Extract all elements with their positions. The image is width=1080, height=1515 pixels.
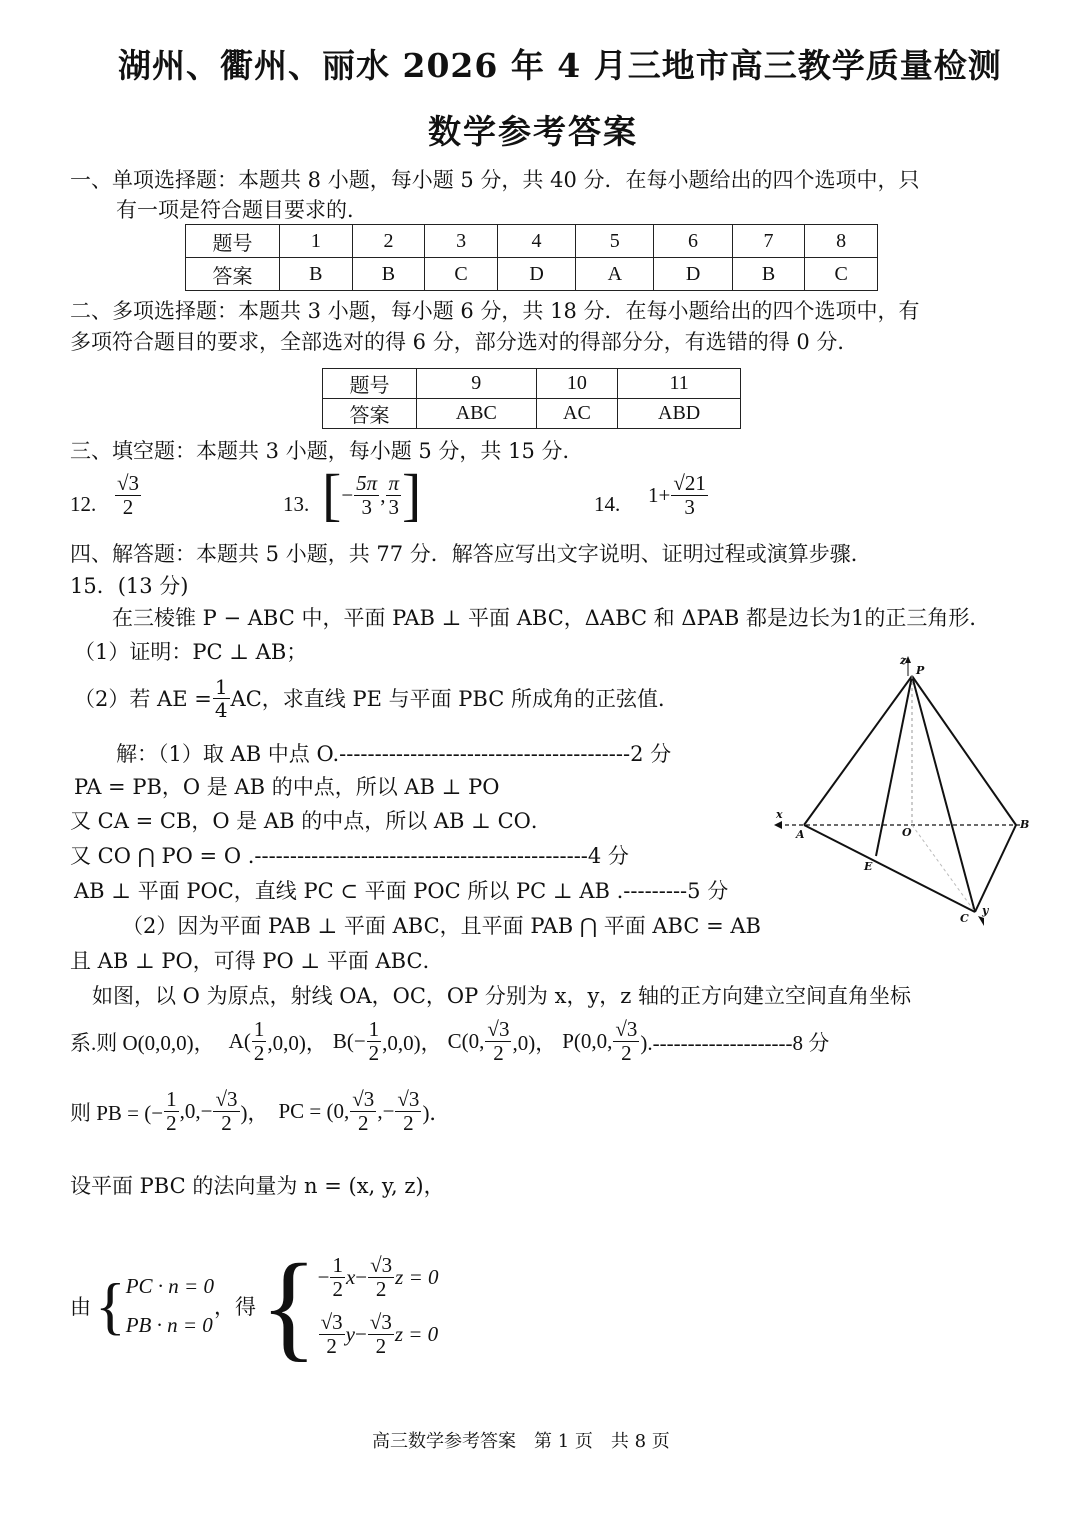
table-cell: ABD bbox=[618, 399, 741, 429]
y-axis-line bbox=[912, 825, 975, 912]
frac-den: 2 bbox=[375, 1334, 387, 1358]
label-P: P bbox=[916, 664, 925, 677]
frac-num: √3 bbox=[215, 1087, 238, 1111]
page-footer: 高三数学参考答案 第 1 页 共 8 页 bbox=[372, 1431, 670, 1452]
q13-b-numerator: π bbox=[388, 470, 399, 495]
coords-prefix: 系.则 O(0,0,0)， bbox=[70, 1030, 215, 1055]
frac-num: √3 bbox=[369, 1310, 392, 1334]
table-cell: 5 bbox=[576, 225, 654, 258]
section1-heading-line1: 一、单项选择题：本题共 8 小题，每小题 5 分，共 40 分．在每小题给出的四个选项中，只 bbox=[70, 168, 920, 192]
table-row bbox=[323, 369, 741, 399]
label-x: x bbox=[776, 808, 783, 821]
frac-num: √3 bbox=[320, 1310, 343, 1334]
edge-PC bbox=[912, 676, 975, 912]
table-cell: ABC bbox=[417, 399, 537, 429]
frac-den: 2 bbox=[166, 1111, 177, 1135]
q15-part2-pre: （2）若 AE = bbox=[74, 686, 212, 711]
frac-num: 1 bbox=[332, 1253, 343, 1277]
q15-part2 bbox=[74, 676, 679, 721]
frac-den: 2 bbox=[326, 1334, 337, 1358]
condition-1: PC · n = 0 bbox=[125, 1274, 214, 1298]
sys-you: 由 bbox=[70, 1295, 91, 1319]
edge-BC bbox=[975, 825, 1016, 912]
label-O: O bbox=[902, 826, 912, 839]
table-cell: 8 bbox=[805, 225, 878, 258]
conditions bbox=[126, 1274, 214, 1338]
frac-den: 2 bbox=[403, 1111, 414, 1135]
q15-part2-frac-num: 1 bbox=[214, 675, 228, 699]
coordinates-line: 系.则 O(0,0,0)， A( $\frac{1}{2}$ ,0,0)， B(− $\frac{1}{2}$ ,0,0)， C(0, $\frac{√3}{2}$ ,0)， P(0,0, $\frac{√3}{2}$ ).--------------------8 分 bbox=[70, 1017, 830, 1065]
solution-line2: PA = PB，O 是 AB 的中点，所以 AB ⊥ PO bbox=[74, 775, 500, 799]
section4-heading: 四、解答题：本题共 5 小题，共 77 分．解答应写出文字说明、证明过程或演算步骤． bbox=[70, 542, 872, 566]
left-brace-icon: { bbox=[95, 1270, 126, 1341]
label-B: B bbox=[1020, 818, 1030, 831]
q14-denominator: 3 bbox=[684, 495, 695, 519]
table-cell: 3 bbox=[425, 225, 498, 258]
table-cell: 11 bbox=[618, 369, 741, 399]
vec-PB-label: 则 PB = (− bbox=[70, 1100, 164, 1125]
table-cell: C bbox=[425, 258, 498, 291]
table-cell: 9 bbox=[417, 369, 537, 399]
table-cell: D bbox=[497, 258, 575, 291]
q13-a-denominator: 3 bbox=[361, 494, 372, 519]
table-cell: A bbox=[576, 258, 654, 291]
title-line1: 湖州、衢州、丽水 2026 年 4 月三地市高三教学质量检测 bbox=[118, 46, 1002, 85]
frac-den: 2 bbox=[221, 1111, 232, 1135]
q13-b-denominator: 3 bbox=[388, 494, 399, 519]
solution-line6: （2）因为平面 PAB ⊥ 平面 ABC，且平面 PAB ⋂ 平面 ABC = AB bbox=[122, 914, 761, 938]
sys-de: ，得 bbox=[213, 1295, 256, 1319]
q15-part2-frac-den: 4 bbox=[214, 698, 228, 722]
condition-2: PB · n = 0 bbox=[125, 1313, 213, 1337]
label-y: y bbox=[982, 904, 989, 917]
frac-den: 2 bbox=[368, 1041, 380, 1065]
table-cell: B bbox=[352, 258, 425, 291]
y-axis-arrow-icon bbox=[978, 916, 984, 926]
section3-heading: 三、填空题：本题共 3 小题，每小题 5 分，共 15 分． bbox=[70, 439, 584, 463]
table-cell: B bbox=[732, 258, 805, 291]
coords-suffix: ).--------------------8 分 bbox=[640, 1030, 830, 1055]
table-cell: D bbox=[654, 258, 732, 291]
table-cell: 7 bbox=[732, 225, 805, 258]
frac-den: 2 bbox=[375, 1277, 387, 1301]
table-row bbox=[186, 225, 878, 258]
table-cell: AC bbox=[536, 399, 618, 429]
q14-prefix: 1+ bbox=[648, 483, 671, 507]
frac-num: √3 bbox=[397, 1087, 420, 1111]
section2-heading-line2: 多项符合题目的要求，全部选对的得 6 分，部分选对的得部分分，有选错的得 0 分． bbox=[70, 330, 859, 354]
section1-heading-line2: 有一项是符合题目要求的． bbox=[116, 198, 368, 222]
q15-part2-post: AC，求直线 PE 与平面 PBC 所成角的正弦值． bbox=[230, 686, 679, 711]
frac-num: 1 bbox=[166, 1087, 177, 1111]
coords-A: A( bbox=[228, 1029, 251, 1053]
solution-line3: 又 CA = CB，O 是 AB 的中点，所以 AB ⊥ CO． bbox=[70, 809, 552, 833]
pyramid-figure bbox=[770, 650, 1040, 935]
q14-answer bbox=[648, 472, 709, 519]
normal-vector-line: 设平面 PBC 的法向量为 n = (x, y, z)， bbox=[70, 1174, 445, 1198]
q13-label: 13. bbox=[283, 492, 310, 516]
coords-P: P(0,0, bbox=[562, 1029, 613, 1053]
edge-PB bbox=[912, 676, 1016, 825]
label-C: C bbox=[960, 912, 969, 925]
q12-answer bbox=[114, 472, 142, 519]
table-cell: 4 bbox=[497, 225, 575, 258]
table-row bbox=[186, 258, 878, 291]
frac-num: √3 bbox=[370, 1253, 393, 1277]
coords-B: B(− bbox=[332, 1029, 366, 1053]
frac-den: 2 bbox=[358, 1111, 369, 1135]
label-A: A bbox=[796, 828, 805, 841]
multi-choice-answer-table bbox=[322, 368, 741, 429]
table-row bbox=[323, 399, 741, 429]
table-cell: C bbox=[805, 258, 878, 291]
right-bracket-icon: ] bbox=[401, 462, 422, 527]
q14-numerator: √21 bbox=[673, 471, 706, 495]
result-equations bbox=[318, 1254, 439, 1358]
eq-tail: z = 0 bbox=[394, 1322, 439, 1346]
frac-den: 2 bbox=[621, 1041, 632, 1065]
result-eq1: − $\frac{1}{2}$ x − $\frac{√3}{2}$ z = 0 bbox=[317, 1253, 439, 1301]
equation-system bbox=[70, 1236, 438, 1376]
left-bracket-icon: [ bbox=[322, 462, 342, 527]
vec-PC-label: PC = (0, bbox=[278, 1099, 350, 1123]
row-label-number: 题号 bbox=[323, 369, 417, 399]
table-cell: B bbox=[280, 258, 353, 291]
solution-line1: 解：（1）取 AB 中点 O.-----------------------------------------2 分 bbox=[116, 742, 672, 766]
q14-label: 14. bbox=[594, 492, 621, 516]
q13-a-numerator: 5π bbox=[356, 470, 378, 495]
eq-tail: z = 0 bbox=[395, 1265, 439, 1289]
table-cell: 2 bbox=[352, 225, 425, 258]
table-cell: 6 bbox=[654, 225, 732, 258]
section2-heading-line1: 二、多项选择题：本题共 3 小题，每小题 6 分，共 18 分．在每小题给出的四个选项中，有 bbox=[70, 299, 920, 323]
q15-stem: 在三棱锥 P − ABC 中，平面 PAB ⊥ 平面 ABC，ΔABC 和 ΔPAB 都是边长为1的正三角形． bbox=[112, 606, 991, 630]
label-z: z bbox=[900, 654, 907, 667]
q12-numerator: √3 bbox=[117, 471, 140, 495]
frac-num: √3 bbox=[615, 1017, 638, 1041]
frac-num: 1 bbox=[368, 1017, 380, 1041]
frac-den: 2 bbox=[253, 1041, 265, 1065]
q15-header: 15．(13 分) bbox=[70, 574, 189, 598]
frac-den: 2 bbox=[493, 1041, 504, 1065]
solution-line5: AB ⊥ 平面 POC，直线 PC ⊂ 平面 POC 所以 PC ⊥ AB .---------5 分 bbox=[74, 879, 729, 903]
row-label-number: 题号 bbox=[186, 225, 280, 258]
frac-den: 2 bbox=[332, 1277, 343, 1301]
q13-answer: [ − $\frac{5\pi}{3}$ , $\frac{\pi}{3}$ ] bbox=[322, 462, 422, 527]
title-line2: 数学参考答案 bbox=[428, 112, 638, 151]
coords-C: C(0, bbox=[447, 1029, 485, 1053]
frac-num: √3 bbox=[487, 1017, 510, 1041]
solution-line4: 又 CO ⋂ PO = O .-----------------------------------------------4 分 bbox=[70, 844, 629, 868]
left-brace-icon: { bbox=[259, 1239, 318, 1372]
frac-num: 1 bbox=[253, 1017, 265, 1041]
q15-part1: （1）证明：PC ⊥ AB； bbox=[74, 640, 308, 664]
q12-label: 12. bbox=[70, 492, 97, 516]
x-axis-arrow-icon bbox=[774, 821, 782, 829]
label-E: E bbox=[864, 860, 873, 873]
vectors-line: 则 PB = (− $\frac{1}{2}$ ,0,− $\frac{√3}{2}$ )， PC = (0, $\frac{√3}{2}$ ,− $\frac{√3}{2}$ )． bbox=[70, 1087, 451, 1135]
row-label-answer: 答案 bbox=[323, 399, 417, 429]
result-eq2: $\frac{√3}{2}$ y − $\frac{√3}{2}$ z = 0 bbox=[320, 1310, 439, 1358]
q12-denominator: 2 bbox=[122, 495, 134, 519]
edge-PA bbox=[804, 676, 912, 825]
single-choice-answer-table bbox=[185, 224, 878, 291]
edge-AC bbox=[804, 825, 975, 912]
table-cell: 1 bbox=[280, 225, 353, 258]
row-label-answer: 答案 bbox=[186, 258, 280, 291]
table-cell: 10 bbox=[536, 369, 618, 399]
frac-num: √3 bbox=[352, 1087, 375, 1111]
solution-line7: 且 AB ⊥ PO，可得 PO ⊥ 平面 ABC． bbox=[70, 949, 444, 973]
solution-line8: 如图，以 O 为原点，射线 OA，OC，OP 分别为 x，y，z 轴的正方向建立空间直角坐标 bbox=[92, 984, 912, 1008]
